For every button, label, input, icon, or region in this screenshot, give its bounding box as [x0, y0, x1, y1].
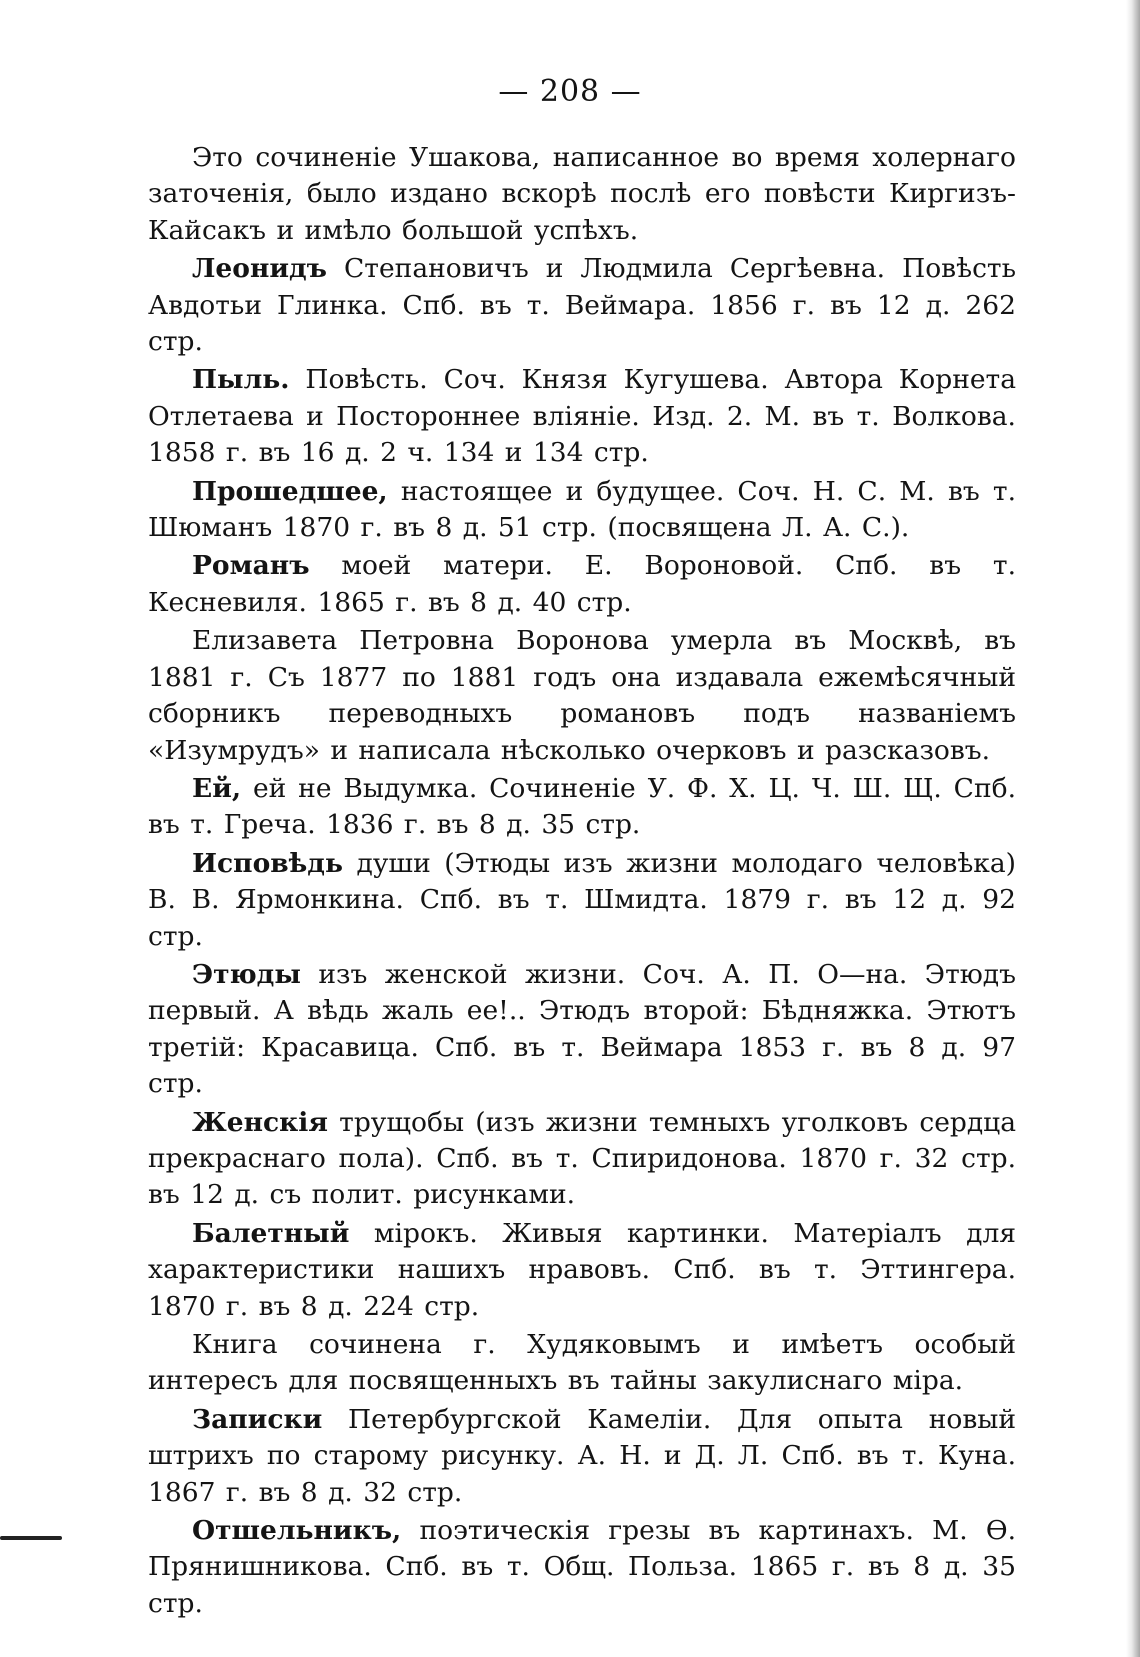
entry-3-text: настоящее и будущее. Соч. Н. С. М. въ т. Шюманъ 1870 г. въ 8 д. 51 стр. (посвящена Л. А. С.). — [148, 475, 1016, 544]
page-number: — 208 — — [498, 74, 642, 109]
entry-10-title: Балетный — [192, 1217, 350, 1249]
entry-13 — [148, 1513, 1016, 1622]
bibliography-list — [148, 140, 1016, 1624]
scan-edge-shadow — [1126, 0, 1140, 1657]
entry-7-title: Исповѣдь — [192, 847, 343, 879]
entry-4-text: моей матери. Е. Вороновой. Спб. въ т. Кесневиля. 1865 г. въ 8 д. 40 стр. — [148, 550, 1016, 618]
scan-margin-mark — [0, 1536, 62, 1540]
entry-1 — [148, 251, 1016, 360]
entry-0 — [148, 140, 1016, 249]
entry-12-title: Записки — [192, 1403, 323, 1435]
entry-1-title: Леонидъ — [192, 253, 328, 285]
entry-4 — [148, 548, 1016, 621]
entry-1-text: Степановичъ и Людмила Сергѣевна. Повѣсть Авдотьи Глинка. Спб. въ т. Веймара. 1856 г. въ 12 д. 262 стр. — [148, 253, 1016, 358]
entry-3 — [148, 474, 1016, 547]
entry-2-title: Пыль. — [192, 364, 290, 396]
entry-12-text: Петербургской Камеліи. Для опыта новый штрихъ по старому рисунку. А. Н. и Д. Л. Спб. въ т. Куна. 1867 г. въ 8 д. 32 стр. — [148, 1403, 1016, 1508]
entry-5 — [148, 623, 1016, 769]
entry-10 — [148, 1216, 1016, 1325]
entry-13-text: поэтическія грезы въ картинахъ. М. Ѳ. Прянишникова. Спб. въ т. Общ. Польза. 1865 г. въ 8 д. 35 стр. — [148, 1515, 1016, 1619]
entry-2-text: Повѣсть. Соч. Князя Кугушева. Автора Корнета Отлетаева и Постороннее вліяніе. Изд. 2. М. въ т. Волкова. 1858 г. въ 16 д. 2 ч. 134 и 134 стр. — [148, 364, 1016, 469]
entry-3-title: Прошедшее, — [192, 475, 388, 507]
entry-6 — [148, 771, 1016, 844]
entry-6-text: ей не Выдумка. Сочиненіе У. Ф. Х. Ц. Ч. Ш. Щ. Спб. въ т. Греча. 1836 г. въ 8 д. 35 стр. — [148, 772, 1016, 841]
entry-0-text: Это сочиненіе Ушакова, написанное во время холернаго заточенія, было издано вскорѣ послѣ его повѣсти Киргизъ-Кайсакъ и имѣло большой успѣхъ. — [148, 142, 1016, 246]
entry-9-title: Женскія — [192, 1106, 328, 1138]
entry-9-text: трущобы (изъ жизни темныхъ уголковъ сердца прекраснаго пола). Спб. въ т. Спиридонова. 1870 г. 32 стр. въ 12 д. съ полит. рисунками. — [148, 1106, 1016, 1211]
entry-11 — [148, 1327, 1016, 1400]
entry-5-text: Елизавета Петровна Воронова умерла въ Москвѣ, въ 1881 г. Съ 1877 по 1881 годъ она издавала ежемѣсячный сборникъ переводныхъ романовъ подъ названіемъ «Изумрудъ» и написала нѣсколько очерковъ и разсказовъ. — [148, 625, 1016, 766]
entry-7-text: души (Этюды изъ жизни молодаго человѣка) В. В. Ярмонкина. Спб. въ т. Шмидта. 1879 г. въ 12 д. 92 стр. — [148, 847, 1016, 952]
entry-6-title: Ей, — [192, 772, 242, 804]
entry-12 — [148, 1402, 1016, 1511]
entry-8-text: изъ женской жизни. Соч. А. П. О—на. Этюдъ первый. А вѣдь жаль ее!.. Этюдъ второй: Бѣдняжка. Этютъ третій: Красавица. Спб. въ т. Веймара 1853 г. въ 8 д. 97 стр. — [148, 958, 1016, 1100]
entry-4-title: Романъ — [192, 550, 310, 582]
entry-8 — [148, 957, 1016, 1103]
entry-9 — [148, 1105, 1016, 1214]
entry-11-text: Книга сочинена г. Худяковымъ и имѣетъ особый интересъ для посвященныхъ въ тайны закулиснаго міра. — [148, 1329, 1016, 1397]
entry-2 — [148, 362, 1016, 471]
entry-7 — [148, 846, 1016, 955]
entry-13-title: Отшельникъ, — [192, 1515, 402, 1547]
entry-10-text: мірокъ. Живыя картинки. Матеріалъ для характеристики нашихъ нравовъ. Спб. въ т. Эттингера. 1870 г. въ 8 д. 224 стр. — [148, 1217, 1016, 1322]
entry-8-title: Этюды — [192, 958, 301, 990]
